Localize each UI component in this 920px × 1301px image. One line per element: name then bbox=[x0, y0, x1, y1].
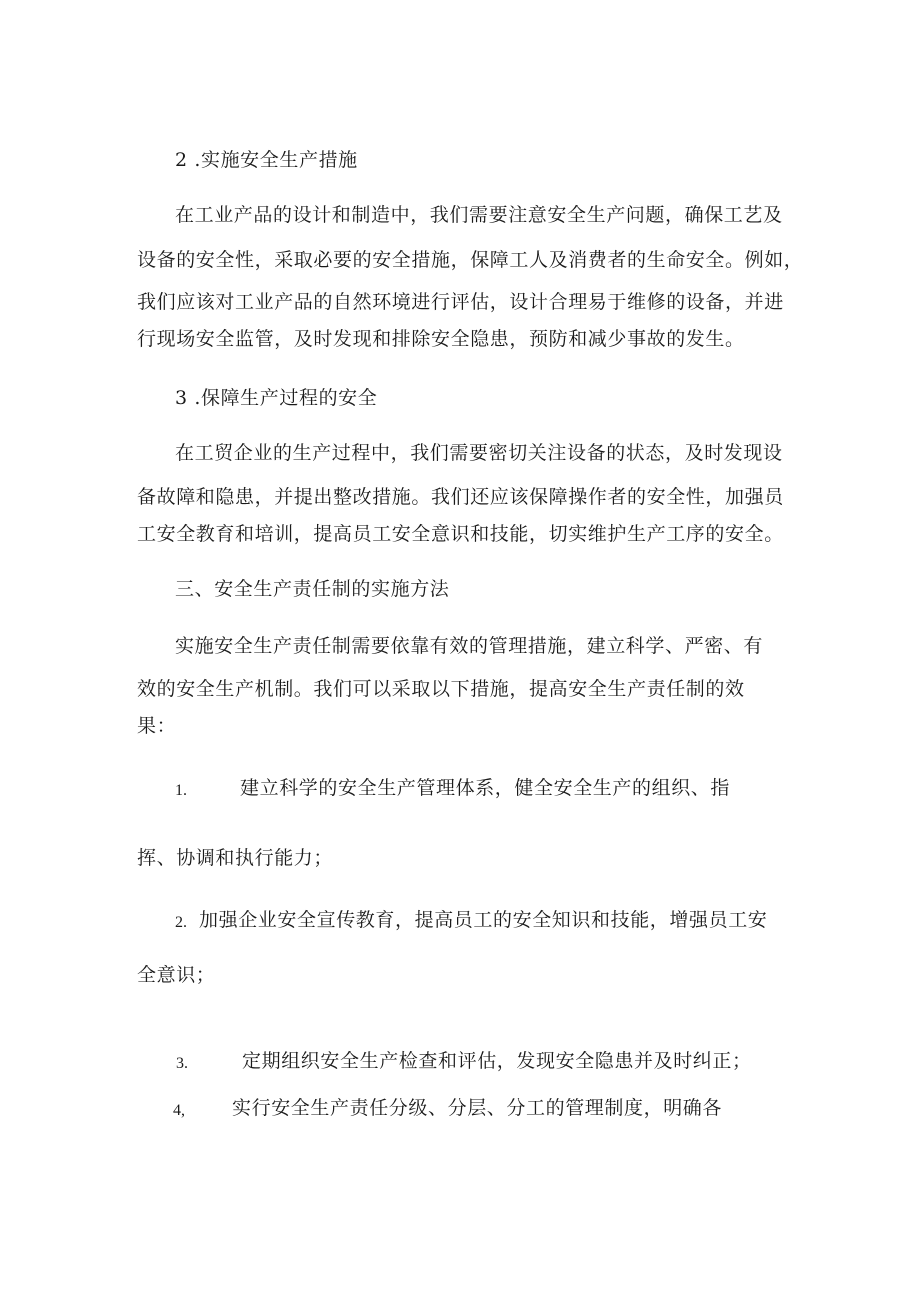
paragraph-line: 在工业产品的设计和制造中，我们需要注意安全生产问题，确保工艺及 bbox=[175, 204, 783, 226]
list-item-text: 加强企业安全宣传教育，提高员工的安全知识和技能，增强员工安 bbox=[199, 909, 768, 931]
list-item-number: 2. bbox=[175, 914, 187, 931]
section-2-heading: 2 .实施安全生产措施 bbox=[175, 149, 358, 171]
paragraph-line: 设备的安全性，采取必要的安全措施，保障工人及消费者的生命安全。例如， bbox=[137, 249, 804, 271]
list-item-number: 4, bbox=[173, 1102, 185, 1119]
paragraph-line: 备故障和隐患，并提出整改措施。我们还应该保障操作者的安全性，加强员 bbox=[137, 486, 784, 508]
list-item-continuation: 全意识； bbox=[137, 964, 216, 986]
paragraph-line: 工安全教育和培训，提高员工安全意识和技能，切实维护生产工序的安全。 bbox=[137, 523, 784, 545]
list-item-text: 定期组织安全生产检查和评估，发现安全隐患并及时纠正； bbox=[242, 1050, 752, 1072]
list-item-continuation: 挥、协调和执行能力； bbox=[137, 847, 334, 869]
list-item-number: 1. bbox=[175, 782, 187, 799]
paragraph-line: 实施安全生产责任制需要依靠有效的管理措施，建立科学、严密、有 bbox=[175, 635, 764, 657]
part-3-heading: 三、安全生产责任制的实施方法 bbox=[175, 578, 450, 600]
list-item-number: 3. bbox=[176, 1055, 188, 1072]
paragraph-line: 果： bbox=[137, 715, 177, 737]
paragraph-line: 行现场安全监管，及时发现和排除安全隐患，预防和减少事故的发生。 bbox=[137, 328, 745, 350]
section-3-heading: 3 .保障生产过程的安全 bbox=[175, 387, 378, 409]
paragraph-line: 我们应该对工业产品的自然环境进行评估，设计合理易于维修的设备，并进 bbox=[137, 291, 784, 313]
paragraph-line: 在工贸企业的生产过程中，我们需要密切关注设备的状态，及时发现设 bbox=[175, 442, 783, 464]
list-item-text: 实行安全生产责任分级、分层、分工的管理制度，明确各 bbox=[232, 1097, 723, 1119]
list-item-text: 建立科学的安全生产管理体系，健全安全生产的组织、指 bbox=[240, 777, 731, 799]
paragraph-line: 效的安全生产机制。我们可以采取以下措施，提高安全生产责任制的效 bbox=[137, 678, 745, 700]
